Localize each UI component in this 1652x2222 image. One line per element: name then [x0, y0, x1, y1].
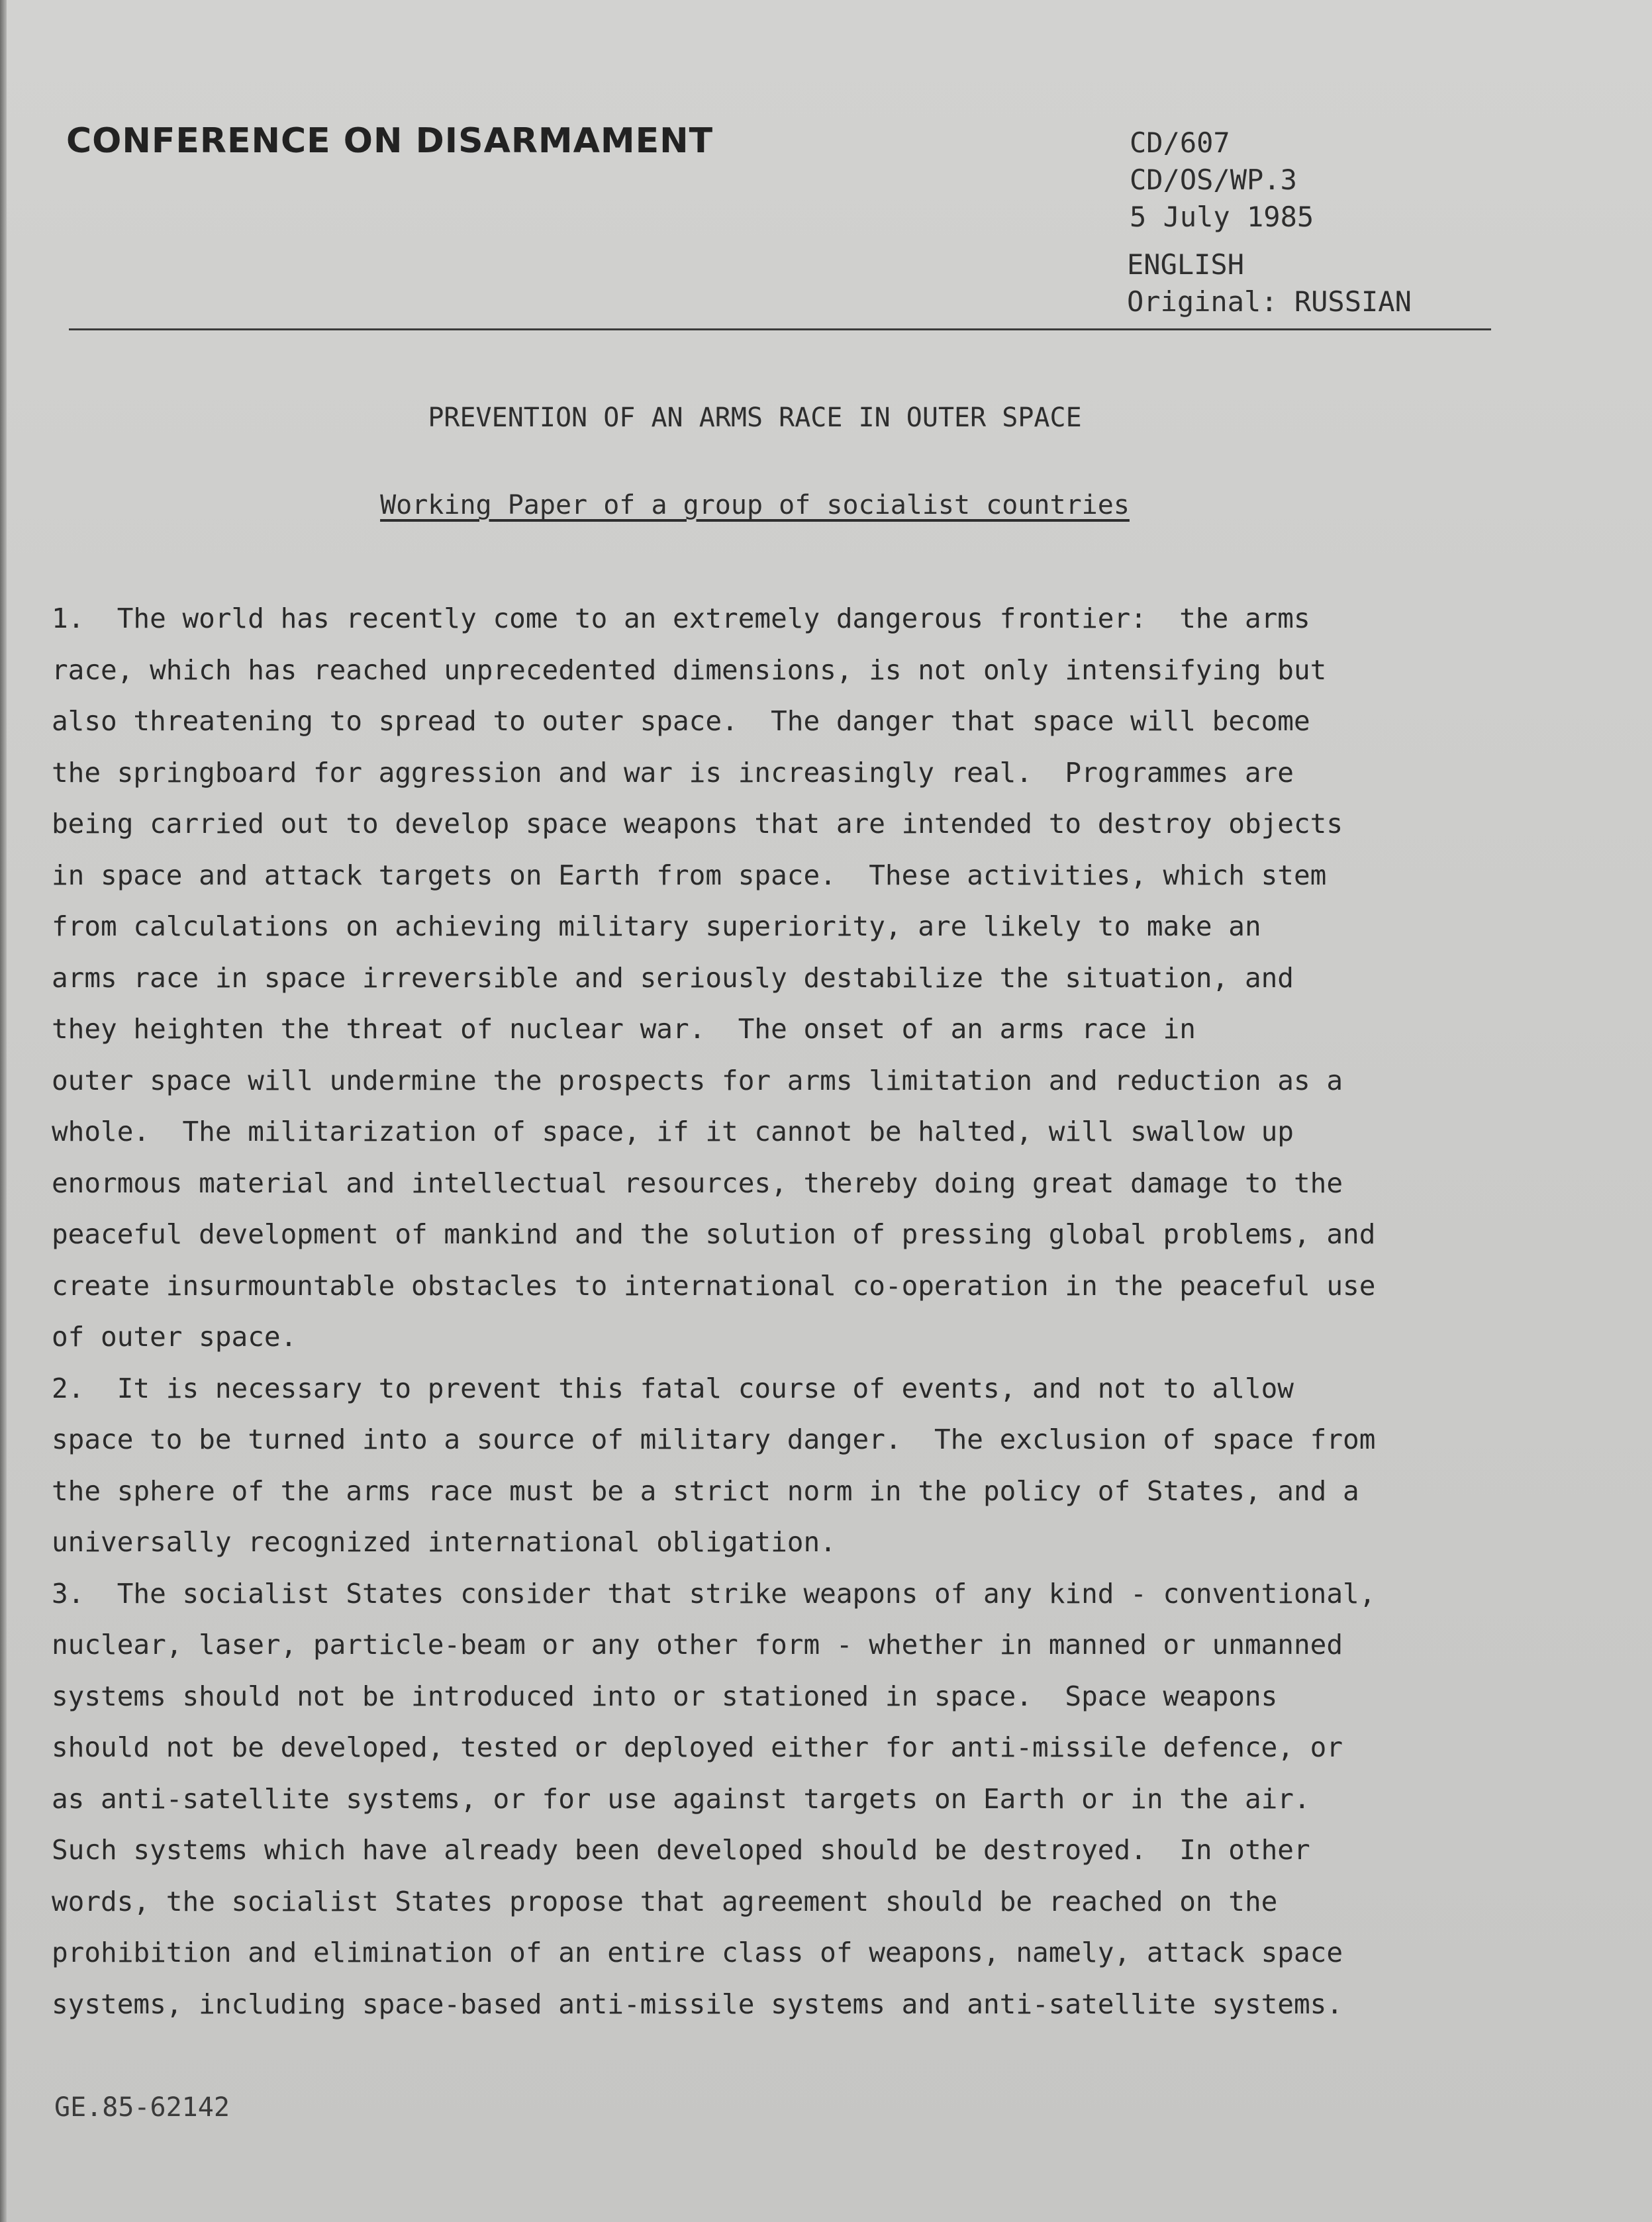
body-line: systems, including space-based anti-missile systems and anti-satellite systems. — [52, 1988, 1343, 2020]
body-line: race, which has reached unprecedented dimensions, is not only intensifying but — [52, 653, 1327, 686]
body-line: enormous material and intellectual resources, thereby doing great damage to the — [52, 1167, 1343, 1199]
document-subtitle: Working Paper of a group of socialist countries — [380, 490, 1130, 520]
body-line: 3. The socialist States consider that strike weapons of any kind - conventional, — [52, 1577, 1376, 1610]
body-line: universally recognized international obligation. — [52, 1526, 836, 1558]
body-line: should not be developed, tested or deployed either for anti-missile defence, or — [52, 1731, 1343, 1763]
job-number: GE.85-62142 — [54, 2092, 230, 2123]
document-symbol-cd: CD/607 — [1130, 126, 1230, 159]
body-text — [52, 593, 1508, 2030]
body-line: from calculations on achieving military superiority, are likely to make an — [52, 910, 1261, 942]
body-line: also threatening to spread to outer space. The danger that space will become — [52, 705, 1310, 737]
document-title: PREVENTION OF AN ARMS RACE IN OUTER SPACE — [428, 403, 1082, 433]
body-line: outer space will undermine the prospects for arms limitation and reduction as a — [52, 1064, 1343, 1096]
document-symbols — [1130, 124, 1314, 236]
body-line: 2. It is necessary to prevent this fatal course of events, and not to allow — [52, 1372, 1294, 1404]
body-line: Such systems which have already been developed should be destroyed. In other — [52, 1834, 1310, 1866]
body-line: whole. The militarization of space, if it cannot be halted, will swallow up — [52, 1116, 1294, 1147]
body-line: being carried out to develop space weapons that are intended to destroy objects — [52, 808, 1343, 840]
body-line: create insurmountable obstacles to international co-operation in the peaceful use — [52, 1269, 1376, 1302]
body-line: nuclear, laser, particle-beam or any other form - whether in manned or unmanned — [52, 1629, 1343, 1661]
body-line: they heighten the threat of nuclear war. The onset of an arms race in — [52, 1013, 1196, 1045]
body-line: arms race in space irreversible and seriously destabilize the situation, and — [52, 961, 1294, 994]
body-line: the sphere of the arms race must be a strict norm in the policy of States, and a — [52, 1474, 1359, 1507]
body-line: the springboard for aggression and war is increasingly real. Programmes are — [52, 756, 1294, 789]
page-edge-shadow — [0, 0, 7, 2222]
body-line: space to be turned into a source of military danger. The exclusion of space from — [52, 1424, 1376, 1455]
document-date: 5 July 1985 — [1130, 201, 1314, 233]
body-line: prohibition and elimination of an entire class of weapons, namely, attack space — [52, 1937, 1343, 1968]
body-line: peaceful development of mankind and the solution of pressing global problems, and — [52, 1218, 1376, 1250]
body-line: as anti-satellite systems, or for use against targets on Earth or in the air. — [52, 1782, 1310, 1815]
body-line: 1. The world has recently come to an extremely dangerous frontier: the arms — [52, 603, 1310, 634]
body-line: in space and attack targets on Earth from space. These activities, which stem — [52, 859, 1327, 891]
document-subtitle-wrap — [0, 490, 1510, 520]
body-line: systems should not be introduced into or stationed in space. Space weapons — [52, 1680, 1278, 1712]
body-line: words, the socialist States propose that agreement should be reached on the — [52, 1885, 1278, 1917]
language-block — [1127, 246, 1412, 320]
header-divider — [69, 328, 1491, 330]
body-line: of outer space. — [52, 1321, 297, 1353]
language-original: Original: RUSSIAN — [1127, 285, 1412, 318]
language-english: ENGLISH — [1127, 248, 1245, 281]
organization-heading: CONFERENCE ON DISARMAMENT — [66, 121, 714, 161]
document-symbol-wp: CD/OS/WP.3 — [1130, 164, 1297, 196]
